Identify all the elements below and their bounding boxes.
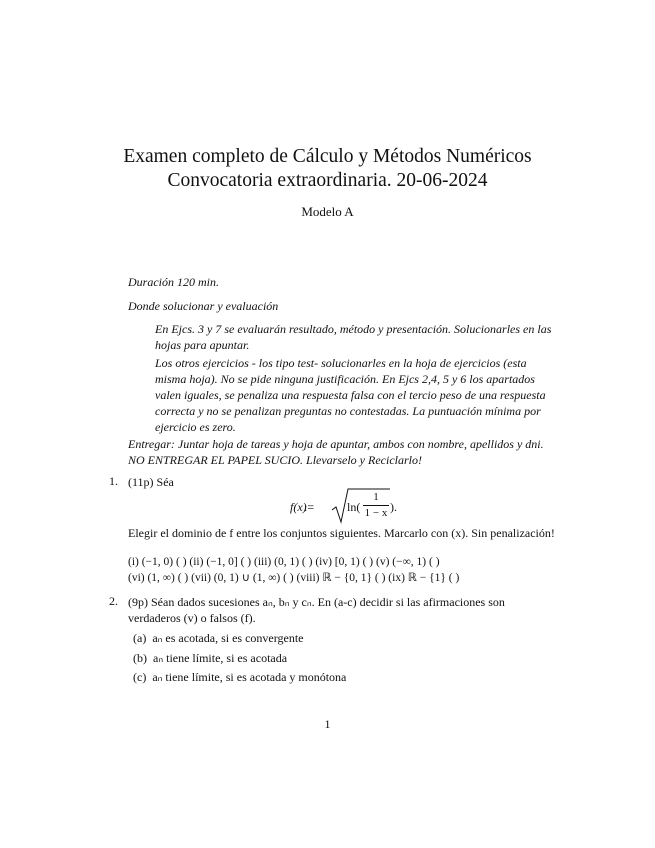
fraction-denominator: 1 − x xyxy=(364,507,388,519)
exam-title: Examen completo de Cálculo y Métodos Numéricos xyxy=(123,146,532,167)
item-text: aₙ es acotada, si es convergente xyxy=(152,631,304,645)
formula-lhs: f(x) xyxy=(290,500,307,514)
list-item xyxy=(133,651,287,666)
exercise-1-options-row-2: (vi) (1, ∞) ( ) (vii) (0, 1) ∪ (1, ∞) ( ) (viii) ℝ − {0, 1} ( ) (ix) ℝ − {1} ( ) xyxy=(128,572,460,584)
fraction-bar xyxy=(363,505,389,506)
formula-tail: ). xyxy=(390,500,397,514)
fraction-numerator: 1 xyxy=(373,491,379,503)
list-item xyxy=(133,670,346,685)
instructions-paragraph-1: En Ejcs. 3 y 7 se evaluarán resultado, método y presentación. Solucionarles en las hojas para apuntar. xyxy=(155,322,552,352)
deliver-text: Entregar: Juntar hoja de tareas y hoja de apuntar, ambos con nombre, apellidos y dni. NO ENTREGAR EL PAPEL SUCIO. Llevarselo y Reciclarlo! xyxy=(128,437,544,467)
exercise-1-prompt: Elegir el dominio de f entre los conjuntos siguientes. Marcarlo con (x). Sin penalización! xyxy=(128,526,555,540)
page-number: 1 xyxy=(324,717,331,731)
list-item xyxy=(133,631,304,646)
instructions-paragraph-2: Los otros ejercicios - los tipo test- solucionarles en la hoja de ejercicios (esta misma hoja). No se pide ninguna justificación. En Ejcs 2,4, 5 y 6 los apartados valen iguales, se penaliza una respuesta falsa con el tercio peso de una respuesta correcta y no se penalizan preguntas no contestadas. La puntuación mínima por ejercicio es zero. xyxy=(155,356,546,434)
item-text: aₙ tiene límite, si es acotada xyxy=(153,651,288,665)
function-formula xyxy=(290,488,430,528)
where-heading: Donde solucionar y evaluación xyxy=(128,299,279,313)
item-label: (b) xyxy=(133,651,147,665)
formula-assign: := xyxy=(304,500,315,514)
exercise-1-options-row-1: (i) (−1, 0) ( ) (ii) (−1, 0] ( ) (iii) (0, 1) ( ) (iv) [0, 1) ( ) (v) (−∞, 1) ( ) xyxy=(128,556,440,568)
item-label: (c) xyxy=(133,670,147,684)
duration-text: Duración 120 min. xyxy=(128,275,219,289)
item-text: aₙ tiene límite, si es acotada y monótona xyxy=(152,670,347,684)
item-label: (a) xyxy=(133,631,147,645)
exercise-1-number: 1. xyxy=(109,474,118,488)
exercise-1-intro: (11p) Séa xyxy=(128,475,174,489)
formula-ln: ln( xyxy=(347,500,361,514)
exercise-2-intro: (9p) Séan dados sucesiones aₙ, bₙ y cₙ. En (a-c) decidir si las afirmaciones son verdaderos (v) o falsos (f). xyxy=(128,595,505,625)
exercise-2-number: 2. xyxy=(109,594,118,608)
formula-fraction xyxy=(363,491,389,520)
exam-model: Modelo A xyxy=(301,204,354,219)
exam-subtitle: Convocatoria extraordinaria. 20-06-2024 xyxy=(167,170,488,191)
